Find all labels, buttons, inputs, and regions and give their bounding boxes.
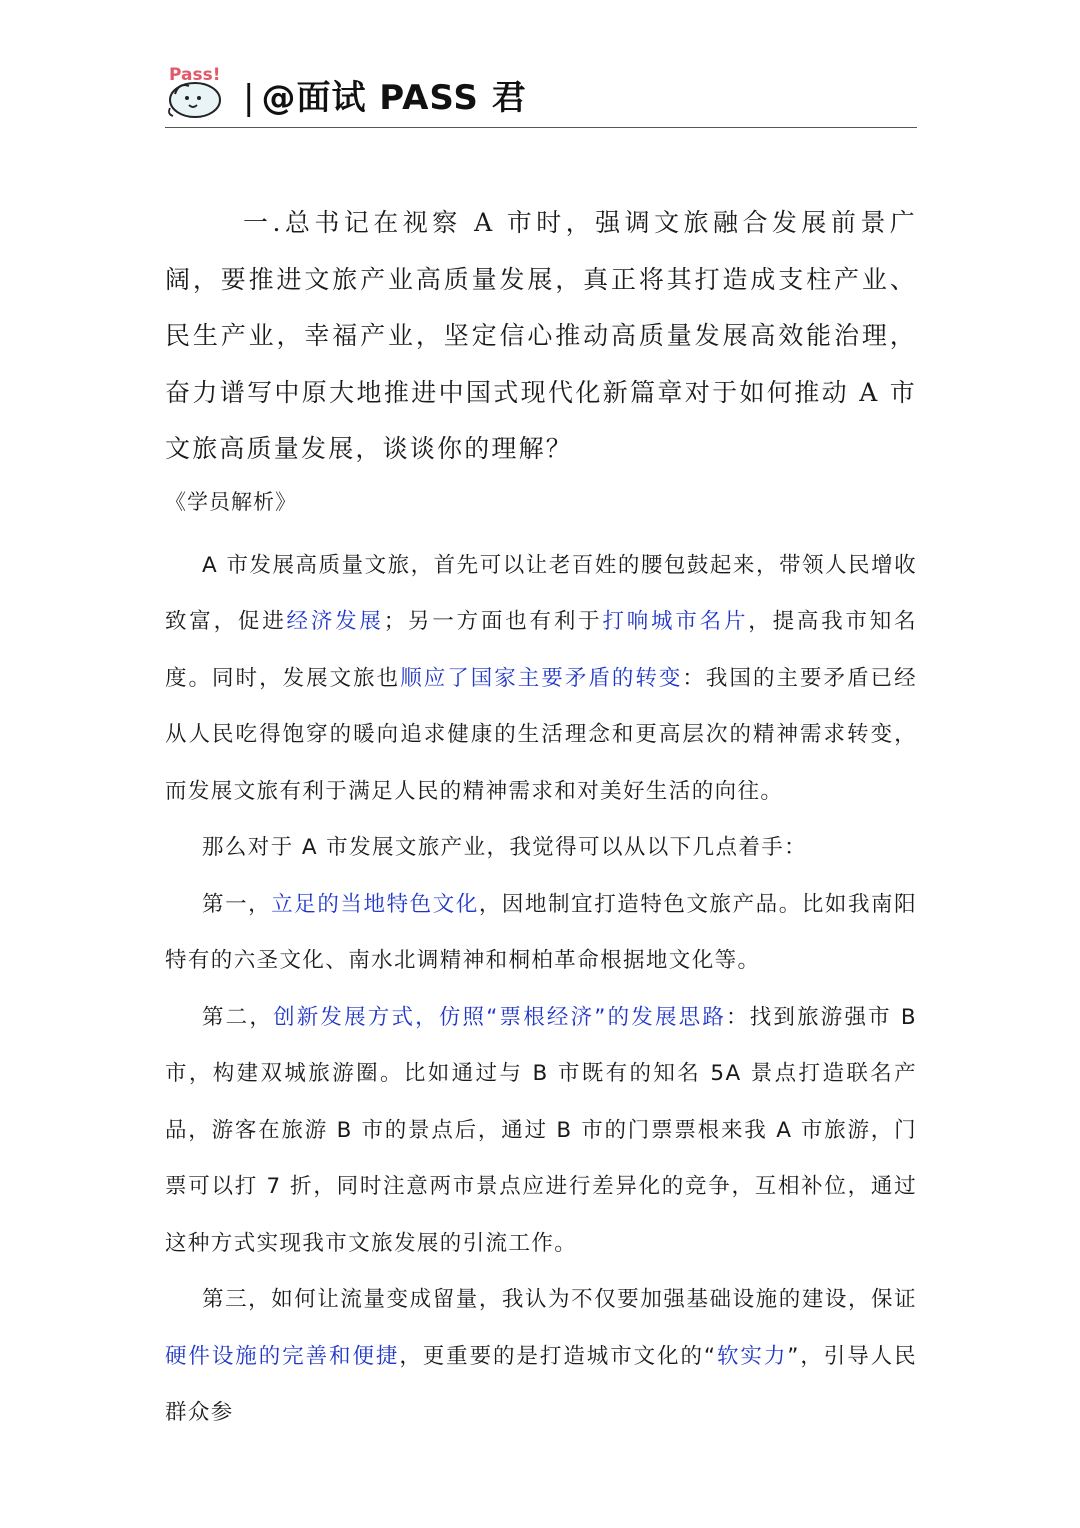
paragraph-text: ，提高我市知名度。同时，发展文旅也	[165, 609, 917, 691]
paragraph-3	[165, 877, 917, 990]
logo-text: Pass!	[169, 65, 221, 85]
paragraph-text: 第二，	[202, 1004, 274, 1030]
paragraph-text: 第一，	[202, 891, 272, 917]
paragraph-text: 第三，如何让流量变成留量，我认为不仅要加强基础设施的建设，保证	[202, 1287, 917, 1312]
highlight-text: 软实力	[716, 1343, 788, 1369]
analysis-heading: 《学员解析》	[165, 489, 297, 514]
brand-name: @面试 PASS 君	[261, 78, 527, 118]
pass-mascot-logo	[165, 58, 235, 122]
highlight-text: 经济发展	[286, 609, 384, 634]
paragraph-text: ；另一方面也有利于	[383, 609, 603, 634]
paragraph-text: ：找到旅游强市 B 市，构建双城旅游圈。比如通过与 B 市既有的知名 5A 景点打造联名产品，游客在旅游 B 市的景点后，通过 B 市的门票票根来我 A 市旅游，门票可以打 7 折，同时注意两市景点应进行差异化的竞争，互相补位，通过这种方式实现我市文旅发展的引流工作。	[165, 1004, 918, 1256]
paragraph-text: A 市发展高质量文旅，首先可以让老百姓的腰包鼓起来，带领人民增收致富，促进	[165, 552, 917, 634]
paragraph-2	[165, 820, 917, 877]
paragraph-text: 那么对于 A 市发展文旅产业，我觉得可以从以下几点着手：	[202, 835, 808, 860]
page-header	[165, 58, 917, 128]
paragraph-1	[165, 538, 917, 821]
highlight-text: 创新发展方式，仿照“票根经济”的发展思路	[273, 1004, 727, 1030]
highlight-text: 顺应了国家主要矛盾的转变	[400, 665, 683, 691]
document-body	[165, 195, 917, 1442]
header-divider	[165, 127, 917, 128]
paragraph-4	[165, 990, 917, 1273]
paragraph-text: ，更重要的是打造城市文化的“	[399, 1343, 717, 1369]
brand-title	[243, 70, 527, 119]
question-text: 一.总书记在视察 A 市时，强调文旅融合发展前景广阔，要推进文旅产业高质量发展，真正将其打造成支柱产业、民生产业，幸福产业，坚定信心推动高质量发展高效能治理，奋力谱写中原大地推进中国式现代化新篇章对于如何推动 A 市文旅高质量发展，谈谈你的理解？	[165, 208, 917, 463]
highlight-text: 打响城市名片	[602, 609, 749, 634]
highlight-text: 立足的当地特色文化	[271, 891, 479, 917]
paragraph-text: ”，引导人民群众参	[165, 1343, 917, 1425]
brand-separator: |	[243, 78, 256, 118]
paragraph-5	[165, 1272, 917, 1442]
highlight-text: 硬件设施的完善和便捷	[165, 1343, 400, 1369]
paragraph-text: ，因地制宜打造特色文旅产品。比如我南阳特有的六圣文化、南水北调精神和桐柏革命根据地文化等。	[165, 891, 917, 973]
paragraph-text: ：我国的主要矛盾已经从人民吃得饱穿的暖向追求健康的生活理念和更高层次的精神需求转变，而发展文旅有利于满足人民的精神需求和对美好生活的向往。	[165, 665, 917, 804]
